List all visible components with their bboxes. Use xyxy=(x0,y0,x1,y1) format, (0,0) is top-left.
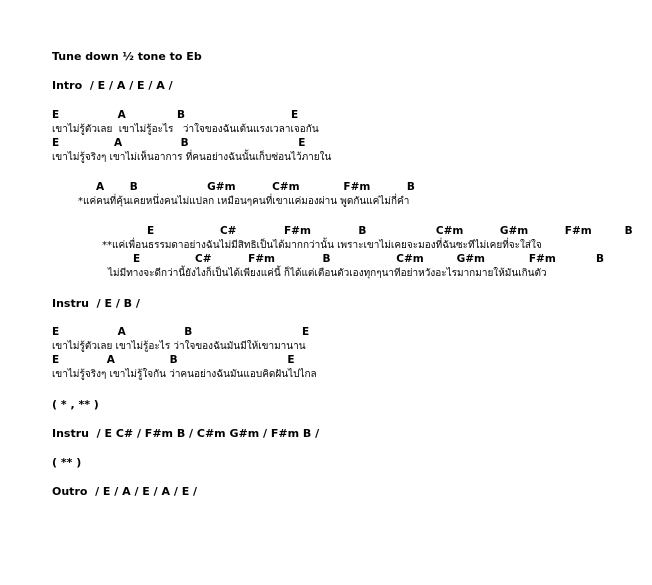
chorus1-lyric: *แค่คนที่คุ้นเคยหนึ่งคนไม่แปลก เหมือนๆคนที่เขาแค่มองผ่าน พูดกันแค่ไม่กี่คำ xyxy=(78,196,410,207)
tuning-note: Tune down ½ tone to Eb xyxy=(52,50,202,63)
verse1-chords-line2: E A B E xyxy=(52,137,306,149)
intro-line: Intro / E / A / E / A / xyxy=(52,79,173,92)
verse2-lyric-line2: เขาไม่รู้จริงๆ เขาไม่รู้ใจกัน ว่าคนอย่างฉันมันแอบคิดฝันไปไกล xyxy=(52,369,317,380)
chorus2-lyric-line1: **แค่เพื่อนธรรมดาอย่างฉันไม่มีสิทธิเป็นได้มากกว่านั้น เพราะเขาไม่เคยจะมองที่ฉันซะทีไม่เคยที่จะใส่ใจ xyxy=(102,240,542,251)
verse2-chords-line2: E A B E xyxy=(52,354,295,366)
repeat-marker-1: ( * , ** ) xyxy=(52,398,99,411)
chorus1-chords: A B G#m C#m F#m B xyxy=(96,181,415,193)
instrumental-line1: Instru / E / B / xyxy=(52,297,140,310)
repeat-marker-2: ( ** ) xyxy=(52,456,82,469)
instrumental-line2: Instru / E C# / F#m B / C#m G#m / F#m B / xyxy=(52,427,320,440)
verse2-lyric-line1: เขาไม่รู้ตัวเลย เขาไม่รู้อะไร ว่าใจของฉันมันมีให้เขามานาน xyxy=(52,341,306,352)
chorus2-chords-line1: E C# F#m B C#m G#m F#m B xyxy=(147,225,633,237)
verse1-lyric-line2: เขาไม่รู้จริงๆ เขาไม่เห็นอาการ ที่คนอย่างฉันนั้นเก็บซ่อนไว้ภายใน xyxy=(52,152,332,163)
verse1-chords-line1: E A B E xyxy=(52,109,299,121)
chorus2-lyric-line2: ไม่มีทางจะดีกว่านี้ยังไงก็เป็นได้เพียงแค่นี้ ก็ได้แต่เตือนตัวเองทุกๆนาทีอย่าหวังอะไรมากมายให้มันเกินตัว xyxy=(108,268,547,279)
verse1-lyric-line1: เขาไม่รู้ตัวเลย เขาไม่รู้อะไร ว่าใจของฉันเต้นแรงเวลาเจอกัน xyxy=(52,124,319,135)
verse2-chords-line1: E A B E xyxy=(52,326,310,338)
outro-line: Outro / E / A / E / A / E / xyxy=(52,485,198,498)
chorus2-chords-line2: E C# F#m B C#m G#m F#m B xyxy=(133,253,604,265)
